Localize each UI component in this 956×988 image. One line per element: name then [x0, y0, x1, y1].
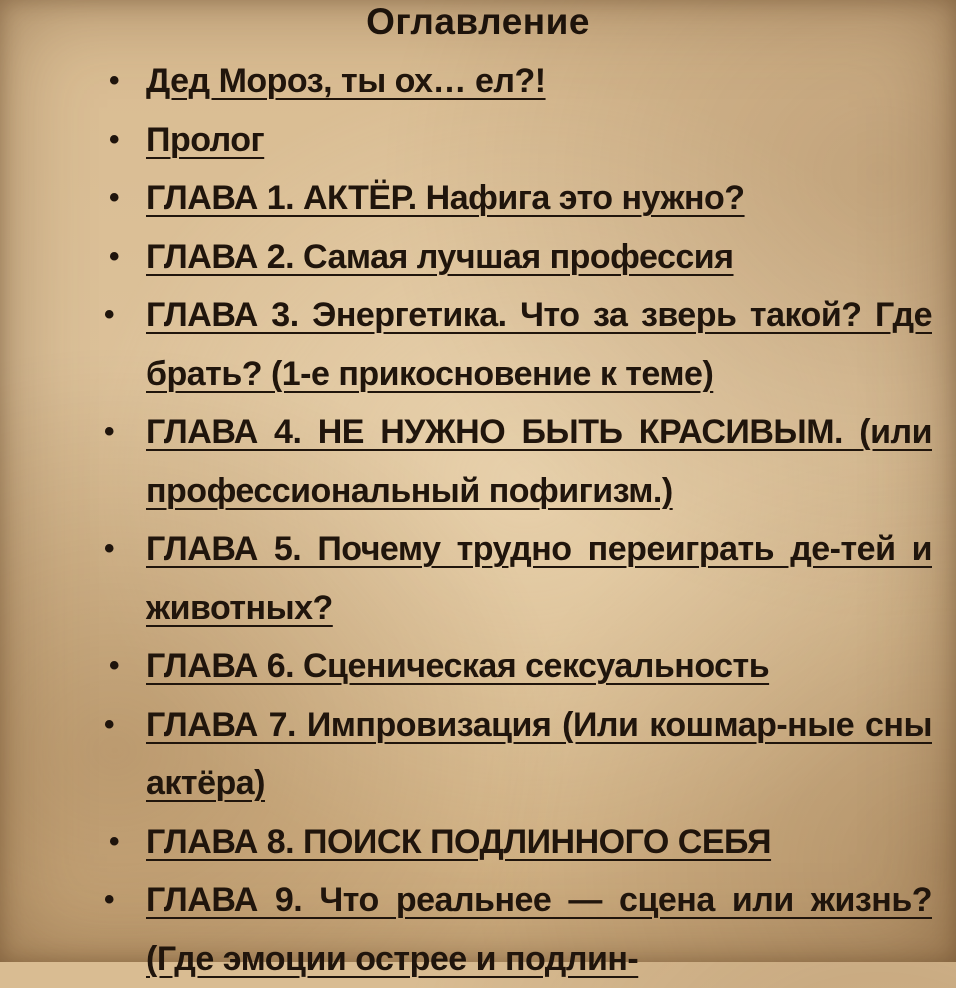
page-title: Оглавление — [366, 1, 590, 42]
bullet-icon: • — [108, 824, 119, 858]
bullet-icon: • — [104, 532, 115, 565]
bullet-icon: • — [104, 883, 115, 916]
toc-item-chapter-4 — [0, 403, 956, 520]
toc-item-chapter-5 — [0, 520, 956, 637]
toc-item-chapter-6 — [0, 637, 956, 696]
bullet-icon: • — [104, 707, 115, 741]
toc-link-prologue[interactable]: Пролог — [146, 120, 265, 159]
toc-item-chapter-1 — [0, 169, 956, 228]
bullet-icon: • — [108, 64, 119, 97]
toc-item-chapter-9 — [0, 871, 956, 988]
toc-link-chapter-8[interactable]: ГЛАВА 8. ПОИСК ПОДЛИННОГО СЕБЯ — [146, 822, 772, 861]
toc-item-chapter-2 — [0, 228, 956, 287]
toc-link-chapter-5[interactable]: ГЛАВА 5. Почему трудно переиграть де-тей и животных? — [146, 530, 932, 627]
toc-link-chapter-7[interactable]: ГЛАВА 7. Импровизация (Или кошмар-ные сны актёра) — [146, 705, 932, 802]
bullet-icon: • — [108, 122, 119, 156]
bullet-icon: • — [104, 415, 115, 448]
bullet-icon: • — [108, 649, 119, 682]
toc-item-chapter-8 — [0, 813, 956, 872]
toc-item-chapter-7 — [0, 696, 956, 813]
toc-item-prologue — [0, 111, 956, 170]
toc-link-chapter-2[interactable]: ГЛАВА 2. Самая лучшая профессия — [146, 237, 734, 276]
bullet-icon: • — [108, 239, 119, 273]
toc-item-intro — [0, 52, 956, 111]
toc-link-chapter-4[interactable]: ГЛАВА 4. НЕ НУЖНО БЫТЬ КРАСИВЫМ. (или профессиональный пофигизм.) — [146, 413, 932, 510]
toc-link-chapter-6[interactable]: ГЛАВА 6. Сценическая сексуальность — [146, 647, 770, 685]
bullet-icon: • — [104, 298, 115, 331]
toc-link-chapter-9[interactable]: ГЛАВА 9. Что реальнее — сцена или жизнь? (Где эмоции острее и подлин- — [146, 881, 932, 978]
toc-item-chapter-3 — [0, 286, 956, 403]
bullet-icon: • — [108, 181, 119, 214]
toc-link-chapter-1[interactable]: ГЛАВА 1. АКТЁР. Нафига это нужно? — [146, 179, 745, 217]
toc-link-intro[interactable]: Дед Мороз, ты ох… ел?! — [146, 62, 546, 100]
toc-link-chapter-3[interactable]: ГЛАВА 3. Энергетика. Что за зверь такой? Где брать? (1-е прикосновение к теме) — [146, 296, 932, 393]
table-of-contents — [0, 52, 956, 988]
